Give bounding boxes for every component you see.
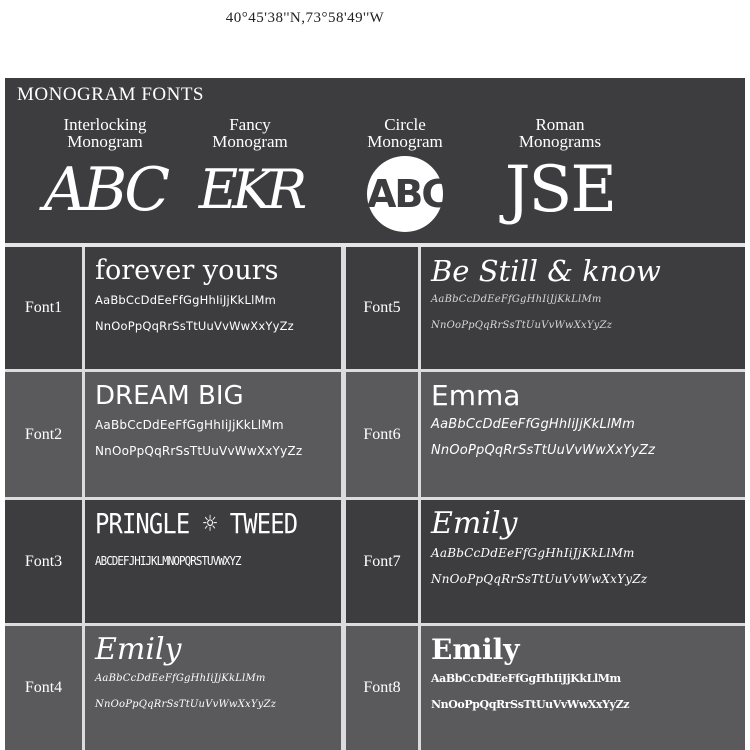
alphabet-upper-line: AaBbCcDdEeFfGgHhIiJjKkLlMm <box>95 673 266 684</box>
monogram-circle <box>345 116 465 232</box>
monogram-interlocking <box>40 115 170 225</box>
font-sample <box>421 626 745 750</box>
font-label: Font4 <box>24 679 63 696</box>
monogram-header <box>5 78 745 243</box>
alphabet-lower-line: NnOoPpQqRrSsTtUuVvWwXxYyZz <box>431 572 648 586</box>
row-divider <box>5 623 745 626</box>
coordinates-text: 40°45'38''N,73°58'49''W <box>225 10 385 26</box>
alphabet-upper-line: AaBbCcDdEeFfGgHhIiJjKkLlMm <box>431 294 602 305</box>
sample-text: Emily <box>431 633 520 666</box>
font-label: Font8 <box>363 679 401 696</box>
monogram-mark: JSE <box>504 153 616 227</box>
row-divider <box>5 497 745 500</box>
font-sample <box>421 372 745 497</box>
font-row-2 <box>5 372 745 497</box>
font-sample <box>85 247 341 369</box>
alphabet-lower-line: NnOoPpQqRrSsTtUuVvWwXxYyZz <box>95 699 277 710</box>
alphabet-upper-line: AaBbCcDdEeFfGgHhIiJjKkLlMm <box>431 417 636 432</box>
font-sample <box>421 247 745 369</box>
header-divider <box>5 243 745 247</box>
font-label: Font5 <box>363 299 401 316</box>
alphabet-upper-line: AaBbCcDdEeFfGgHhIiJjKkLlMm <box>431 672 621 685</box>
sample-text: Be Still & know <box>431 254 661 288</box>
column-divider <box>82 247 85 750</box>
monogram-label: Circle Monogram <box>367 115 443 151</box>
font-sample <box>85 372 341 497</box>
font-label: Font1 <box>24 299 63 316</box>
font-sample <box>85 500 341 623</box>
sample-text: forever yours <box>95 255 279 286</box>
alphabet-lower-line: NnOoPpQqRrSsTtUuVvWwXxYyZz <box>431 320 613 331</box>
monogram-mark: EKR <box>198 158 302 221</box>
header-title: MONOGRAM FONTS <box>17 84 204 105</box>
sample-text: Emma <box>431 379 521 412</box>
monogram-fancy <box>190 116 310 222</box>
alphabet-upper-line: AaBbCcDdEeFfGgHhIiJjKkLlMm <box>95 418 284 432</box>
font-sample <box>421 500 745 623</box>
monogram-mark: ABC <box>43 155 167 225</box>
sample-text: Emily <box>95 632 182 667</box>
alphabet-lower-line: NnOoPpQqRrSsTtUuVvWwXxYyZz <box>431 443 656 458</box>
sample-text: Emily <box>431 506 518 541</box>
font-sample <box>85 626 341 750</box>
row-divider <box>5 369 745 372</box>
alphabet-lower-line: NnOoPpQqRrSsTtUuVvWwXxYyZz <box>431 698 630 711</box>
font-label: Font3 <box>24 552 63 570</box>
alphabet-lower-line: NnOoPpQqRrSsTtUuVvWwXxYyZz <box>95 444 303 458</box>
alphabet-lower-line: NnOoPpQqRrSsTtUuVvWwXxYyZz <box>95 319 294 333</box>
monogram-label: Interlocking Monogram <box>63 115 147 151</box>
font-row-3 <box>5 500 745 623</box>
font-row-4 <box>5 626 745 750</box>
font-row-1 <box>5 247 745 369</box>
monogram-label: Fancy Monogram <box>212 115 288 151</box>
alphabet-upper-line: AaBbCcDdEeFfGgHhIiJjKkLlMm <box>431 546 635 560</box>
column-divider <box>341 247 346 750</box>
sample-text: DREAM BIG <box>95 381 244 411</box>
font-label: Font2 <box>24 425 63 443</box>
font-label: Font7 <box>363 552 401 570</box>
column-divider <box>418 247 421 750</box>
monogram-font-chart <box>5 78 745 750</box>
sample-text: PRINGLE ☼ TWEED <box>95 507 298 540</box>
alphabet-upper-line: ABCDEFJHIJKLMNOPQRSTUVWXYZ <box>95 554 241 568</box>
alphabet-upper-line: AaBbCcDdEeFfGgHhIiJjKkLlMm <box>95 293 277 307</box>
font-label: Font6 <box>363 425 401 443</box>
monogram-roman <box>500 115 620 227</box>
monogram-label: Roman Monograms <box>518 115 602 151</box>
monogram-mark: ABC <box>367 156 443 232</box>
